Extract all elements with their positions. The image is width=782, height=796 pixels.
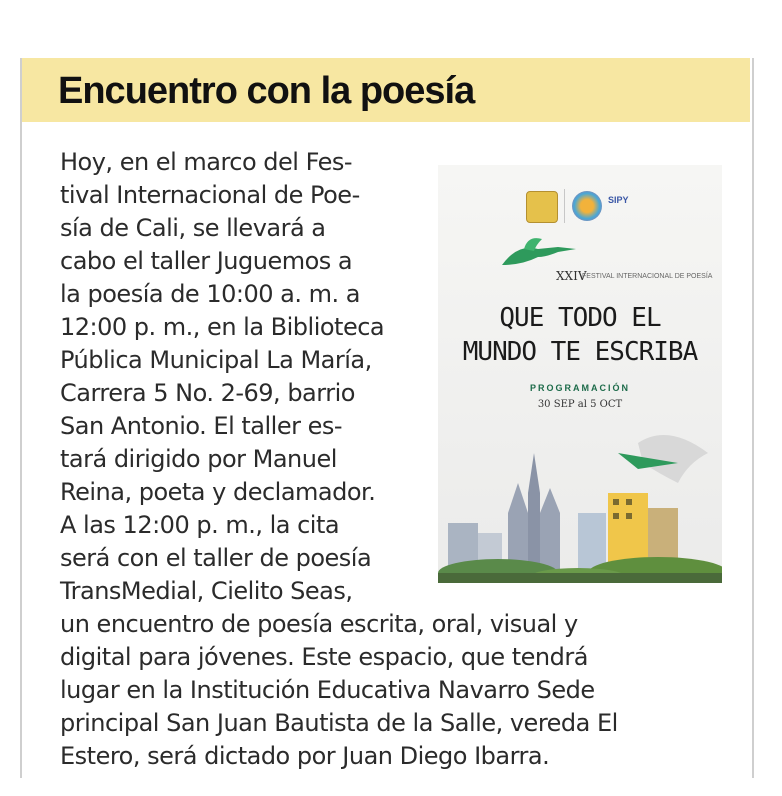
body-line: tival Internacional de Poe- [60,181,360,209]
body-line: lugar en la Institución Educativa Navarro Sede [60,676,595,704]
program-label: PROGRAMACIÓN [530,383,630,393]
edition-subtitle: FESTIVAL INTERNACIONAL DE POESÍA [582,273,713,280]
body-line: digital para jóvenes. Este espacio, que tendrá [60,643,588,671]
body-line: 12:00 p. m., en la Biblioteca [60,313,385,341]
body-line: Pública Municipal La María, [60,346,372,374]
body-line: TransMedial, Cielito Seas, [60,577,353,605]
body-line: Carrera 5 No. 2-69, barrio [60,379,355,407]
body-line: tará dirigido por Manuel [60,445,337,473]
coat-of-arms-logo [526,191,558,223]
body-line: principal San Juan Bautista de la Salle, vereda El [60,709,618,737]
body-line: Reina, poeta y declamador. [60,478,376,506]
poster-title-line2: MUNDO TE ESCRIBA [462,337,698,367]
body-line: sía de Cali, se llevará a [60,214,326,242]
article-headline: Encuentro con la poesía [58,70,475,112]
body-line: será con el taller de poesía [60,544,372,572]
body-line: un encuentro de poesía escrita, oral, visual y [60,610,578,638]
body-line: Estero, será dictado por Juan Diego Ibarra. [60,742,550,770]
edition-number: XXIV [556,269,587,283]
program-dates: 30 SEP al 5 OCT [537,399,623,410]
body-line: San Antonio. El taller es- [60,412,343,440]
festival-poster [438,165,722,583]
logo-text: SIPY [608,195,629,205]
body-line: Hoy, en el marco del Fes- [60,148,353,176]
body-line: la poesía de 10:00 a. m. a [60,280,360,308]
body-line: cabo el taller Juguemos a [60,247,353,275]
festival-logo [572,191,602,221]
logo-divider [564,189,565,223]
body-line: A las 12:00 p. m., la cita [60,511,340,539]
city-skyline-illustration [438,413,722,583]
poster-title-line1: QUE TODO EL [499,303,661,333]
